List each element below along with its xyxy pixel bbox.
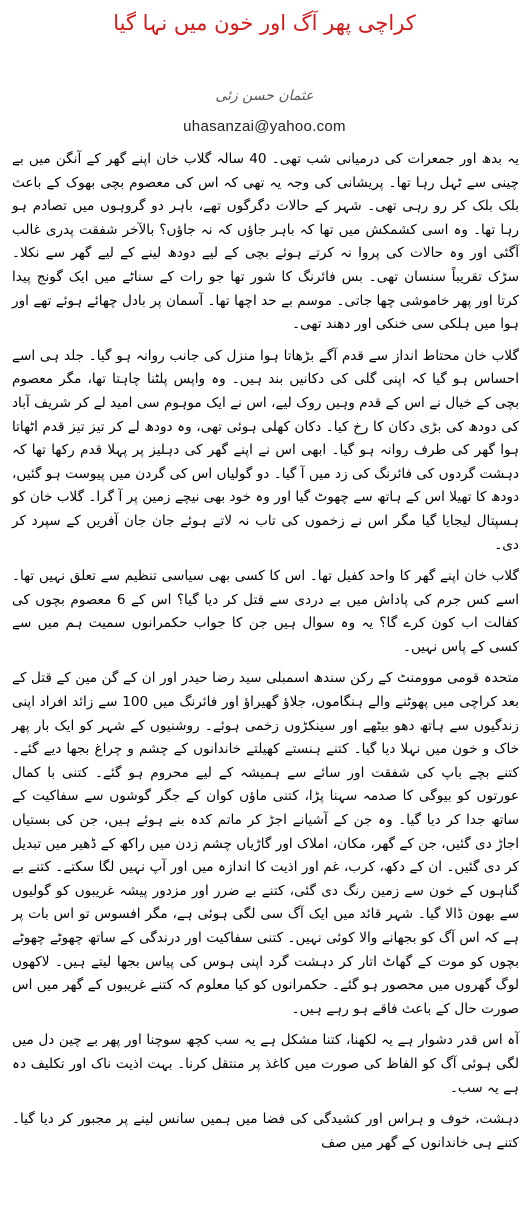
paragraph-3: گلاب خان اپنے گھر کا واحد کفیل تھا۔ اس کا کسی بھی سیاسی تنظیم سے تعلق نہیں تھا۔ اسے کس جرم کی پاداش میں بے دردی سے قتل کر دیا گیا؟ اس کے 6 معصوم بچوں کی کفالت اب کون کرے گا؟ یہ وہ سوال ہیں جن کا جواب حکمرانوں سمیت ہم میں سے کسی کے پاس نہیں۔	[12, 568, 520, 655]
author-name: عثمان حسن زئی	[215, 88, 314, 104]
paragraph-6: دہشت، خوف و ہراس اور کشیدگی کی فضا میں ہمیں سانس لینے پر مجبور کر دیا گیا۔ کتنے ہی خاندانوں کے گھر میں صف	[12, 1111, 519, 1151]
author-email: uhasanzai@yahoo.com	[183, 118, 346, 135]
paragraph-5: آہ اس قدر دشوار ہے یہ لکھنا، کتنا مشکل ہے یہ سب کچھ سوچنا اور پھر بے چین دل میں لگی ہوئی آگ کو الفاظ کی صورت میں کاغذ پر منتقل کرنا۔ بہت اذیت ناک اور تکلیف دہ ہے یہ سب۔	[12, 1032, 519, 1096]
article-title: کراچی پھر آگ اور خون میں نہا گیا	[113, 11, 416, 35]
article-body	[12, 148, 519, 1155]
paragraph-2: گلاب خان محتاط انداز سے قدم آگے بڑھاتا ہوا منزل کی جانب روانہ ہو گیا۔ جلد ہی اسے احساس ہو گیا کہ اپنی گلی کی دکانیں بند ہیں۔ وہ واپس پلٹنا چاہتا تھا، مگر معصوم بچی کے خیال نے اس کے قدم وہیں روک لیے، اس نے ایک موہوم سی امید لے کر شریف آباد کی دودھ کی بڑی دکان کا رخ کیا۔ دکان کھلی ہوئی تھی، وہ دودھ لے کر تیز تیز قدم اٹھاتا ہوا گھر کی طرف روانہ ہو گیا۔ ابھی اس نے اپنے گھر کی دہلیز پر پہلا قدم رکھا تھا کہ دہشت گردوں کی فائرنگ کی زد میں آ گیا۔ دو گولیاں اس کی گردن میں پیوست ہو گئیں، دودھ کا تھیلا اس کے ہاتھ سے چھوٹ گیا اور وہ خود بھی نیچے زمین پر آ گرا۔ گلاب خان کو ہسپتال لیجایا گیا مگر اس نے زخموں کی تاب نہ لاتے ہوئے جان جان آفریں کے سپرد کر دی۔	[12, 347, 519, 553]
paragraph-4: متحدہ قومی موومنٹ کے رکن سندھ اسمبلی سید رضا حیدر اور ان کے گن مین کے قتل کے بعد کراچی میں پھوٹنے والے ہنگاموں، جلاؤ گھیراؤ اور فائرنگ میں 100 سے زائد افراد اپنی زندگیوں سے ہاتھ دھو بیٹھے اور سینکڑوں زخمی ہوئے۔ روشنیوں کے شہر کو ایک بار پھر خاک و خون میں نہلا دیا گیا۔ کتنے ہنستے کھیلتے خاندانوں کے چشم و چراغ بجھا دیے گئے۔ کتنے بچے باپ کی شفقت اور سائے سے ہمیشہ کے لیے محروم ہو گئے۔ کتنی با کمال عورتوں کو بیوگی کا صدمہ سہنا پڑا، کتنی ماؤں کوان کے جگر گوشوں سے سفاکیت کے ساتھ جدا کر دیا گیا۔ وہ جن کے آشیانے اجڑ کر ماتم کدہ بنے ہوئے ہیں، جن کی بستیاں اجاڑ دی گئیں، جن کے گھر، مکان، املاک اور گاڑیاں چشم زدن میں راکھ کے ڈھیر میں تبدیل کر دی گئیں۔ ان کے دکھ، کرب، غم اور اذیت کا اندازہ میں اور آپ نہیں لگا سکتے۔ کتنے بے گناہوں کے خون سے زمین رنگ دی گئی، کتنے بے ضرر اور مزدور پیشہ غریبوں کو گولیوں سے بھون ڈالا گیا۔ شہر قائد میں ایک آگ سی لگی ہوئی ہے، مگر افسوس تو اس بات پر ہے کہ اس آگ کو بجھانے والا کوئی نہیں۔ کتنی سفاکیت اور درندگی کے ساتھ چھوٹے چھوٹے بچوں کو موت کے گھاٹ اتار کر دہشت گرد اپنی ہوس کی پیاس بجھا لیتے ہیں۔ لاکھوں لوگ گھروں میں محصور ہو گئے۔ حکمرانوں کو کیا معلوم کہ کتنے غریبوں کے گھر میں اس صورت حال کے باعث فاقے ہو رہے ہیں۔	[12, 670, 520, 1017]
paragraph-1: یہ بدھ اور جمعرات کی درمیانی شب تھی۔ 40 سالہ گلاب خان اپنے گھر کے آنگن میں بے چینی سے ٹہل رہا تھا۔ پریشانی کی وجہ یہ تھی کہ اس کی معصوم بچی بھوک کے باعث بلک بلک کر رو رہی تھی۔ شہر کے حالات دگرگوں تھے، باہر دو گروہوں میں تصادم ہو رہا تھا۔ وہ اسی کشمکش میں تھا کہ باہر جاؤں کہ نہ جاؤں؟ بالآخر شفقت پدری غالب آگئی اور وہ حالات کی پروا نہ کرتے ہوئے بچی کے لیے دودھ لینے کے لیے گھر سے نکلا۔ سڑک تقریباً سنسان تھی۔ بس فائرنگ کا شور تھا جو رات کے سناٹے میں ایک گونج پیدا کرتا اور پھر خاموشی چھا جاتی۔ موسم بے حد اچھا تھا۔ آسمان پر بادل چھائے ہوئے تھے اور ہوا میں ہلکی سی خنکی اور دھند تھی۔	[12, 151, 519, 333]
